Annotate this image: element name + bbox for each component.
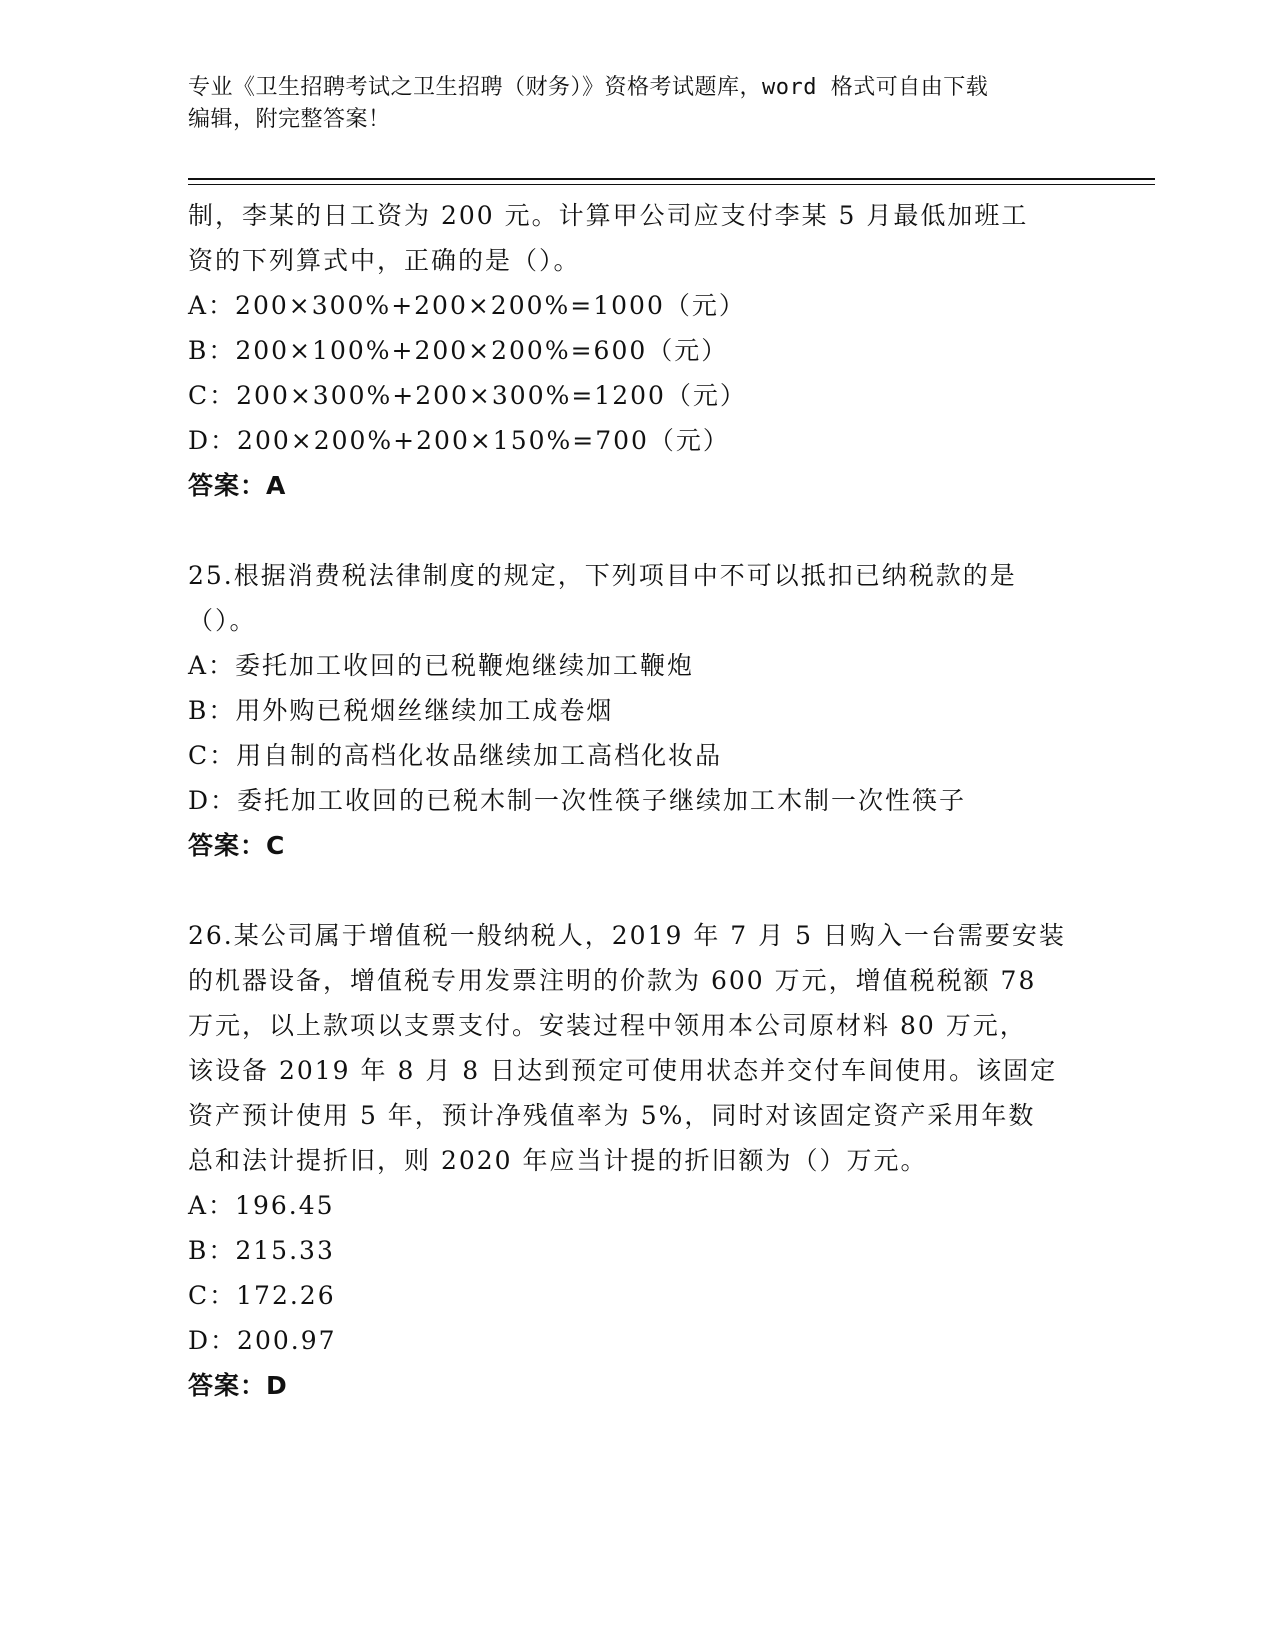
header-line-1: 专业《卫生招聘考试之卫生招聘（财务）》资格考试题库，word 格式可自由下载 xyxy=(188,75,989,100)
question-text-line: 万元，以上款项以支票支付。安装过程中领用本公司原材料 80 万元， xyxy=(188,1011,1027,1040)
document-body xyxy=(188,193,1108,1408)
question-text-line: （）。 xyxy=(188,606,257,635)
question-text-line: 资产预计使用 5 年，预计净残值率为 5%，同时对该固定资产采用年数 xyxy=(188,1101,1036,1130)
header-rule-thin xyxy=(188,184,1155,185)
question-text-line: 总和法计提折旧，则 2020 年应当计提的折旧额为（）万元。 xyxy=(188,1146,928,1175)
question-text-line: 25.根据消费税法律制度的规定，下列项目中不可以抵扣已纳税款的是 xyxy=(188,561,1017,590)
answer-label: 答案：C xyxy=(188,831,286,860)
header-line-2: 编辑，附完整答案！ xyxy=(188,107,391,132)
document-header xyxy=(188,72,1088,136)
option-b: B：用外购已税烟丝继续加工成卷烟 xyxy=(188,696,614,725)
option-c: C：172.26 xyxy=(188,1281,336,1310)
question-text-line: 26.某公司属于增值税一般纳税人，2019 年 7 月 5 日购入一台需要安装 xyxy=(188,921,1066,950)
option-d: D：200.97 xyxy=(188,1326,337,1355)
answer-label: 答案：D xyxy=(188,1371,288,1400)
option-c: C：200×300%+200×300%=1200（元） xyxy=(188,381,747,410)
question-26 xyxy=(188,913,1108,1408)
question-continuation xyxy=(188,193,1108,508)
question-text-line: 的机器设备，增值税专用发票注明的价款为 600 万元，增值税税额 78 xyxy=(188,966,1037,995)
option-d: D：200×200%+200×150%=700（元） xyxy=(188,426,730,455)
option-a: A：委托加工收回的已税鞭炮继续加工鞭炮 xyxy=(188,651,695,680)
header-rule-thick xyxy=(188,178,1155,180)
option-d: D：委托加工收回的已税木制一次性筷子继续加工木制一次性筷子 xyxy=(188,786,967,815)
question-text-line: 该设备 2019 年 8 月 8 日达到预定可使用状态并交付车间使用。该固定 xyxy=(188,1056,1058,1085)
question-text-line: 资的下列算式中，正确的是（）。 xyxy=(188,246,581,275)
option-b: B：215.33 xyxy=(188,1236,335,1265)
answer-label: 答案：A xyxy=(188,471,287,500)
option-c: C：用自制的高档化妆品继续加工高档化妆品 xyxy=(188,741,723,770)
spacer xyxy=(188,868,1108,913)
spacer xyxy=(188,508,1108,553)
question-text-line: 制，李某的日工资为 200 元。计算甲公司应支付李某 5 月最低加班工 xyxy=(188,201,1029,230)
option-b: B：200×100%+200×200%=600（元） xyxy=(188,336,729,365)
option-a: A：200×300%+200×200%=1000（元） xyxy=(188,291,746,320)
option-a: A：196.45 xyxy=(188,1191,335,1220)
question-25 xyxy=(188,553,1108,868)
